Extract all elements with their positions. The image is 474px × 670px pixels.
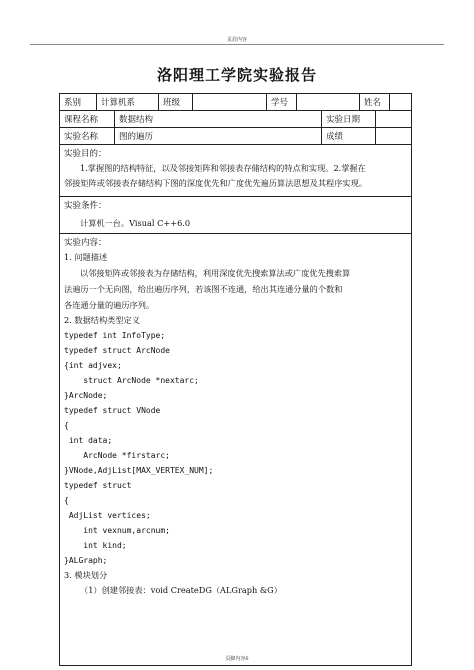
code-line: }VNode,AdjList[MAX_VERTEX_NUM]; (64, 466, 214, 475)
code-line: typedef struct (64, 481, 132, 490)
label-student-id: 学号 (267, 94, 297, 110)
datatype-heading: 2. 数据结构类型定义 (64, 315, 140, 325)
code-line: }ALGraph; (64, 556, 108, 565)
conditions-title: 实验条件： (64, 201, 107, 211)
problem-line-2: 法遍历一个无向图，给出遍历序列，若该图不连通，给出其连通分量的个数和 (64, 284, 343, 294)
code-line: }ArcNode; (64, 391, 108, 400)
header-divider (30, 44, 444, 45)
label-name: 姓名 (360, 94, 390, 110)
value-course-name: 数据结构 (115, 111, 322, 127)
problem-heading: 1. 问题描述 (64, 252, 108, 262)
section-purpose (60, 145, 411, 197)
code-line: typedef struct ArcNode (64, 346, 170, 355)
purpose-line-1: 1.掌握图的结构特征，以及邻接矩阵和邻接表存储结构的特点和实现。2.掌握在 (80, 163, 366, 173)
problem-line-1: 以邻接矩阵或邻接表为存储结构，利用深度优先搜索算法或广度优先搜索算 (80, 268, 351, 278)
code-line: typedef struct VNode (64, 406, 161, 415)
code-line: struct ArcNode *nextarc; (64, 376, 199, 385)
report-title: 洛阳理工学院实验报告 (156, 66, 317, 84)
purpose-line-2: 邻接矩阵或邻接表存储结构下图的深度优先和广度优先遍历算法思想及其程序实现。 (64, 178, 367, 188)
info-row-department (60, 94, 411, 111)
problem-line-3: 各连通分量的遍历序列。 (64, 300, 155, 310)
code-line: int vexnum,arcnum; (64, 526, 170, 535)
code-line: { (64, 496, 69, 505)
code-line: int kind; (64, 541, 127, 550)
module-heading: 3. 模块划分 (64, 570, 108, 580)
purpose-title: 实验目的： (64, 149, 107, 159)
section-content (60, 234, 411, 665)
code-line: AdjList vertices; (64, 511, 151, 520)
label-score: 成绩 (322, 128, 376, 144)
value-experiment-name: 图的遍历 (115, 128, 322, 144)
value-experiment-date (376, 111, 411, 127)
value-name (390, 94, 411, 110)
info-row-experiment (60, 128, 411, 145)
code-block (60, 328, 411, 568)
label-department: 系别 (60, 94, 97, 110)
code-line: typedef int InfoType; (64, 331, 166, 340)
info-row-course (60, 111, 411, 128)
content-title: 实验内容： (64, 238, 107, 248)
value-score (376, 128, 411, 144)
code-line: int data; (64, 436, 113, 445)
value-student-id (297, 94, 360, 110)
code-line: { (64, 421, 69, 430)
code-line: {int adjvex; (64, 361, 122, 370)
value-class (193, 94, 267, 110)
page-footer: 页脚内容6 (225, 656, 249, 662)
page-header: 页眉内容 (226, 37, 247, 43)
conditions-text: 计算机一台。Visual C++6.0 (80, 218, 191, 228)
value-department: 计算机系 (97, 94, 159, 110)
report-table (59, 93, 412, 666)
code-line: ArcNode *firstarc; (64, 451, 170, 460)
section-conditions (60, 197, 411, 234)
label-class: 班级 (159, 94, 193, 110)
label-experiment-name: 实验名称 (60, 128, 115, 144)
module-item-1: （1）创建邻接表：void CreateDG（ALGraph &G） (80, 585, 282, 595)
label-course-name: 课程名称 (60, 111, 115, 127)
label-experiment-date: 实验日期 (322, 111, 376, 127)
